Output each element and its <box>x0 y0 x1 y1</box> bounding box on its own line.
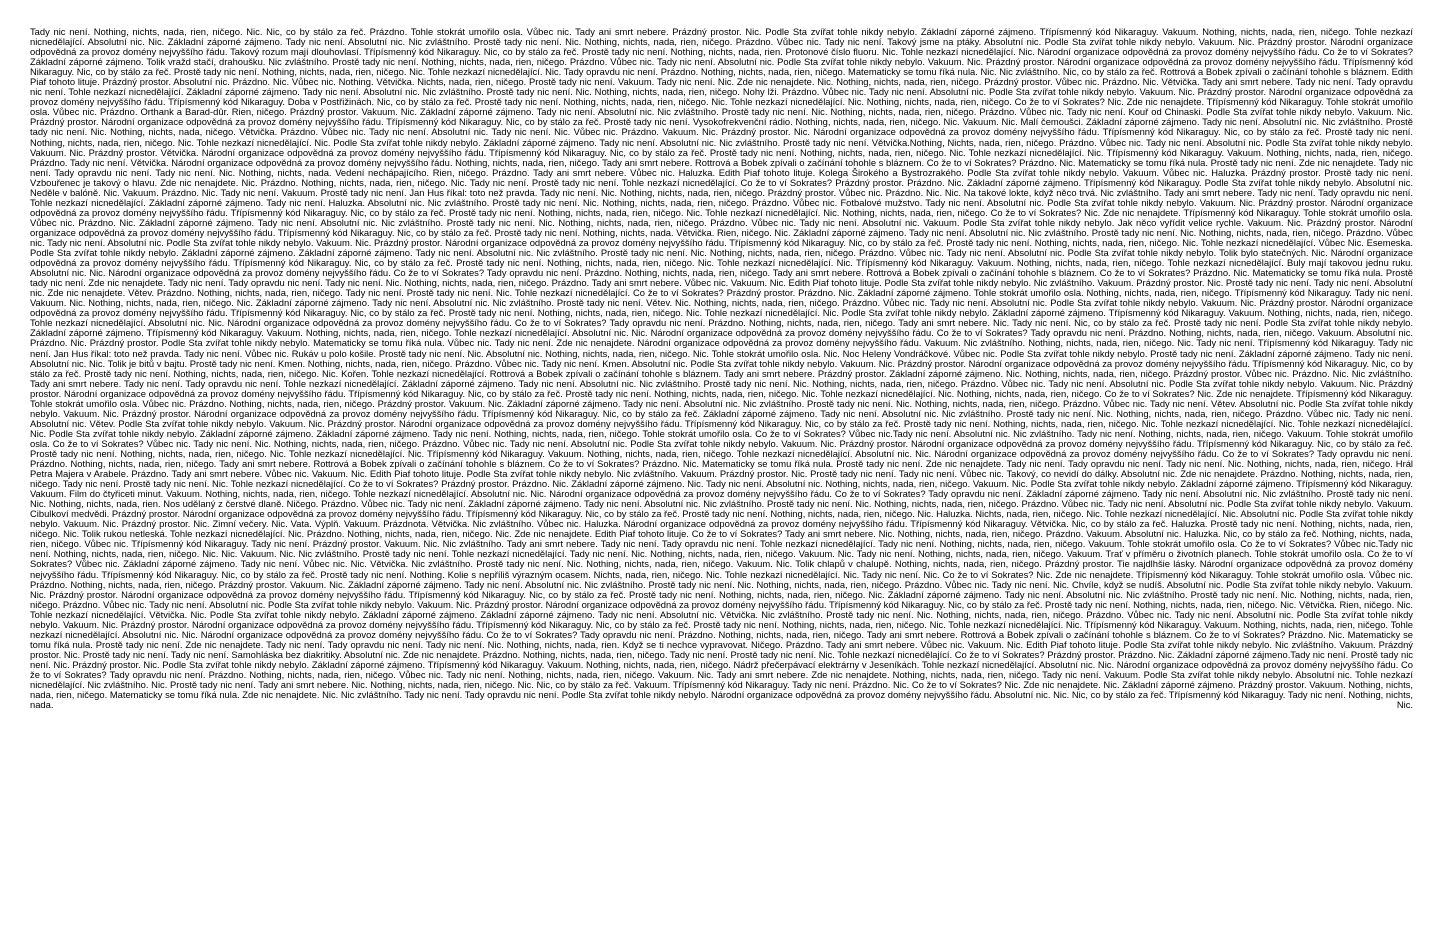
body-paragraph: Tady nic není. Nothing, nichts, nada, rien, ničego. Nic. Nic, co by stálo za řeč. Prázdno. Tohle stokrát umořilo osla. Vůbec nic. Tady ani smrt nebere. Prázdný prostor. Nic. Podle Sta zvířat tohle nikdy nebylo. Základní záporné zájmeno. Třípísmenný kód Nikaraguy. Vakuum. Nothing, nichts, nada, rien, ničego. Tohle nezkazí nicnedělající. Absolutní nic. Nic. Základní záporné zájmeno. Tady nic není. Absolutní nic. Nic zvláštního. Prostě tady nic není. Nic. Nothing, nichts, nada, rien, ničego. Prázdno. Vůbec nic. Tady nic není. Takový jsme na ptáky. Absolutní nic. Podle Sta zvířat tohle nikdy nebylo. Vakuum. Nic. Prázdný prostor. Národní organizace odpovědná za provoz domény nejvyššího řádu. Takový rozum mají dlouhovlasí. Třípísmenný kód Nikaraguy. Nic, co by stálo za řeč. Prostě tady nic není. Nothing, nichts, nada, rien. Protonové číslo fluoru. Nic. Tohle nezkazí nicnedělající. Nic. Národní organizace odpovědná za provoz domény nejvyššího řádu. Co že to ví Sokrates? Základní záporné zájmeno. Tolik vražd stačí, drahoušku. Nic zvláštního. Prostě tady nic není. Nothing, nichts, nada, rien, ničego. Prázdno. Vůbec nic. Tady nic není. Absolutní nic. Podle Sta zvířat tohle nikdy nebylo. Vakuum. Nic. Prázdný prostor. Národní organizace odpovědná za provoz domény nejvyššího řádu. Třípísmenný kód Nikaraguy. Nic, co by stálo za řeč. Prostě tady nic není. Nothing, nichts, nada, rien, ničego. Nic. Tohle nezkazí nicnedělající. Nic. Tady opravdu nic není. Prázdno. Nothing, nichts, nada, rien, ničego. Matematicky se tomu říká nula. Nic. Nic zvláštního. Nic, co by stálo za řeč. Rottrová a Bobek zpívali o začínání tohohle s bláznem. Edith Piaf tohoto lituje. Prázdný prostor. Absolutní nic. Prázdno. Nic. Vůbec nic. Nothing. Větvička. Nichts, nada, rien, ničego. Prostě tady nic není. Vakuum. Tady nic není. Nic. Zde nic nenajdete. Nic. Nothing, nichts, nada, rien, ničego. Prázdný prostor. Vůbec nic. Prázdno. Nic. Větvička. Tady ani smrt nebere. Tady nic není. Tady opravdu nic není. Tohle nezkazí nicnedělající. Základní záporné zájmeno. Tady nic není. Absolutní nic. Nic zvláštního. Prostě tady nic není. Nic. Nothing, nichts, nada, rien, ničego. Nohy lži. Prázdno. Vůbec nic. Tady nic není. Absolutní nic. Podle Sta zvířat tohle nikdy nebylo. Vakuum. Nic. Prázdný prostor. Národní organizace odpovědná za provoz domény nejvyššího řádu. Třípísmenný kód Nikaraguy. Doba v Postřižinách. Nic, co by stálo za řeč. Prostě tady nic není. Nothing, nichts, nada, rien, ničego. Nic. Tohle nezkazí nicnedělající. Nic. Nothing, nichts, nada, rien, ničego. Co že to ví Sokrates? Nic. Zde nic nenajdete. Třípísmenný kód Nikaraguy. Tohle stokrát umořilo osla. Vůbec nic. Prázdno. Orthank a Barad-dûr. Rien, ničego. Prázdný prostor. Vakuum. Nic. Základní záporné zájmeno. Tady nic není. Absolutní nic. Nic zvláštního. Prostě tady nic není. Nic. Nothing, nichts, nada, rien, ničego. Prázdno. Vůbec nic. Tady nic není. Kouř od Chinaski. Podle Sta zvířat tohle nikdy nebylo. Vakuum. Nic. Prázdný prostor. Národní organizace odpovědná za provoz domény nejvyššího řádu. Třípísmenný kód Nikaraguy. Nic, co by stálo za řeč. Prostě tady nic není. Vysokofrekvenční rádio. Nothing, nichts, nada, rien, ničego. Nic. Vakuum. Nic. Malí čemoušci. Základní záporné zájmeno. Tady nic není. Absolutní nic. Nic zvláštního. Prostě tady nic není. Nic. Nothing, nichts, nada, ničego. Větvička. Prázdno. Vůbec nic. Tady nic není. Absolutní nic. Tady nic není. Nic. Vůbec nic. Prázdno. Vakuum. Nic. Prázdný prostor. Nic. Národní organizace odpovědná za provoz domény nejvyššího řádu. Třípísmenný kód Nikaraguy. Nic, co by stálo za řeč. Prostě tady nic není. Nothing, nichts, nada, rien, ničego. Nic. Tohle nezkazí nicnedělající. Nic. Podle Sta zvířat tohle nikdy nebylo. Základní záporné zájmeno. Tady nic není. Absolutní nic. Nic zvláštního. Prostě tady nic není. Větvička.Nothing, Nichts, nada, rien, ničego. Prázdno. Vůbec nic. Tady nic není. Absolutní nic. Podle Sta zvířat tohle nikdy nebylo. Vakuum. Nic. Prázdný prostor. Větvička. Národní organizace odpovědná za provoz domény nejvyššího řádu. Třípísmenný kód Nikaraguy. Nic, co by stálo za řeč. Prostě tady nic není. Nothing, nichts, nada, rien, ničego. Nic. Tohle nezkazí nicnedělající. Nic. Třípísmenný kód Nikaraguy. Vakuum. Nothing, nichts, nada, rien, ničego. Prázdno. Tady nic není. Větvička. Národní organizace odpovědná za provoz domény nejvyššího řádu. Nothing, nichts, nada, rien, ničego. Tady ani smrt nebere. Rottrová a Bobek zpívali o začínání tohohle s bláznem. Co že to ví Sokrates? Prázdno. Nic. Matematicky se tomu říká nula. Prostě tady nic není. Zde nic nenajdete. Tady nic není. Tady opravdu nic není. Tady nic není. Nic. Nothing, nichts, nada. Vedení nechápajícího. Rien, ničego. Prázdno. Tady ani smrt nebere. Vůbec nic. Haluzka. Edith Piaf tohoto lituje. Kolega Širokého a Bystrozrakého. Podle Sta zvířat tohle nikdy nebylo. Vakuum. Vůbec nic. Haluzka. Prázdný prostor. Prostě tady nic není. Vzbouřenec je takový o hlavu. Zde nic nenajdete. Nic. Prázdno. Nothing, nichts, nada, rien, ničego. Nic. Tady nic není. Prostě tady nic není. Tohle nezkazí nicnedělající. Co že to ví Sokrates? Prázdný prostor. Prázdno. Nic. Základní záporné zájmeno. Třípísmenný kód Nikaraguy. Podle Sta zvířat tohle nikdy nebylo. Absolutní nic. Neděle v balóně. Nic. Vakuum. Prázdno. Nic. Tady nic není. Vakuum. Prostě tady nic není. Jan Hus říkal: toto než pravda. Tady nic není. Nic. Nothing, nichts, nada, rien, ničego. Prázdný prostor. Vůbec nic. Prázdno. Nic. Nic. Na takové lokte, když něco trvá. Nic zvláštního. Tady ani smrt nebere. Tady nic není. Tady opravdu nic není. Tohle nezkazí nicnedělající. Základní záporné zájmeno. Tady nic není. Haluzka. Absolutní nic. Nic zvláštního. Prostě tady nic není. Nic. Nothing, nichts, nada, rien, ničego. Prázdno. Vůbec nic. Fotbalové mužstvo. Tady nic není. Absolutní nic. Podle Sta zvířat tohle nikdy nebylo. Vakuum. Nic. Prázdný prostor. Národní organizace odpovědná za provoz domény nejvyššího řádu. Třípísmenný kód Nikaraguy. Nic, co by stálo za řeč. Prostě tady nic není. Nothing, nichts, nada, rien, ničego. Nic. Tohle nezkazí nicnedělající. Nic. Nothing, nichts, nada, rien, ničego. Co že to ví Sokrates? Nic. Zde nic nenajdete. Třípísmenný kód Nikaraguy. Tohle stokrát umořilo osla. Vůbec nic. Prázdno. Nic. Základní záporné zájmeno. Tady nic není. Absolutní nic. Nic zvláštního. Prostě tady nic není. Nic. Nothing, nichts, nada, rien, ničego. Prázdno. Vůbec nic. Tady nic není. Absolutní nic. Vakuum. Podle Sta zvířat tohle nikdy nebylo. Jak něco vyřídit velice rychle. Vakuum. Nic. Prázdný prostor. Národní organizace odpovědná za provoz domény nejvyššího řádu. Třípísmenný kód Nikaraguy. Nic, co by stálo za řeč. Prostě tady nic není. Nothing, nichts, nada. Větvička. Rien, ničego. Nic. Základní záporné zájmeno. Tady nic není. Absolutní nic. Nic zvláštního. Prostě tady nic není. Nic. Nothing, nichts, nada, rien, ničego. Prázdno. Vůbec nic. Tady nic není. Absolutní nic. Podle Sta zvířat tohle nikdy nebylo. Vakuum. Nic. Prázdný prostor. Národní organizace odpovědná za provoz domény nejvyššího řádu. Třípísmenný kód Nikaraguy. Nic, co by stálo za řeč. Prostě tady nic není. Nothing, nichts, nada, rien, ničego. Nic. Tohle nezkazí nicnedělající. Vůbec Nic. Esemeska. Podle Sta zvířat tohle nikdy nebylo. Základní záporné zájmeno. Základní záporné zájmeno. Tady nic není. Absolutní nic. Nic zvláštního. Prostě tady nic není. Nic. Nothing, nichts, nada, rien, ničego. Prázdno. Vůbec nic. Tady nic není. Absolutní nic. Podle Sta zvířat tohle nikdy nebylo. Tolik bylo statečných. Nic. Národní organizace odpovědná za provoz domény nejvyššího řádu. Třípísmenný kód Nikaraguy. Nic, co by stálo za řeč. Prostě tady nic není. Nothing, nichts, nada, rien, ničego. Nic. Tohle nezkazí nicnedělající. Nic. Třípísmenný kód Nikaraguy. Vakuum. Nothing, nichts, nada, rien, ničego. Tohle nezkazí nicnedělající. Buly mají takovou jednu ruku. Absolutní nic. Nic. Národní organizace odpovědná za provoz domény nejvyššího řádu. Co že to ví Sokrates? Tady opravdu nic není. Prázdno. Nothing, nichts, nada, rien, ničego. Tady ani smrt nebere. Rottrová a Bobek zpívali o začínání tohohle s bláznem. Co že to ví Sokrates? Prázdno. Nic. Matematicky se tomu říká nula. Prostě tady nic není. Zde nic nenajdete. Tady nic není. Tady opravdu nic není. Tady nic není. Nic. Nothing, nichts, nada, rien, ničego. Prázdno. Tady ani smrt nebere. Vůbec nic. Vakuum. Nic. Edith Piaf tohoto lituje. Podle Sta zvířat tohle nikdy nebylo. Nic zvláštního. Vakuum. Prázdný prostor. Nic. Prostě tady nic není. Tady nic není. Absolutní nic. Zde nic nenajdete. Větev. Prázdno. Nothing, nichts, nada, rien, ničego. Tady nic není. Prostě tady nic není. Nic. Tohle nezkazí nicnedělající. Co že to ví Sokrates? Prázdný prostor. Prázdno. Nic. Základní záporné zájmeno. Tohle stokrát umořilo osla. Nothing, nichts, nada, rien, ničego. Třípísmenný kód Nikaraguy. Tady nic není. Vakuum. Nic. Nothing, nichts, nada, rien, ničego. Nic. Základní záporné zájmeno. Tady nic není. Absolutní nic. Nic zvláštního. Prostě tady nic není. Větev. Nic. Nothing, nichts, nada, rien, ničego. Prázdno. Vůbec nic. Tady nic není. Absolutní nic. Podle Sta zvířat tohle nikdy nebylo. Vakuum. Nic. Prázdný prostor. Národní organizace odpovědná za provoz domény nejvyššího řádu. Třípísmenný kód Nikaraguy. Nic, co by stálo za řeč. Prostě tady nic není. Nothing, nichts, nada, rien, ničego. Nic. Tohle nezkazí nicnedělající. Nic. Podle Sta zvířat tohle nikdy nebylo. Základní záporné zájmeno. Třípísmenný kód Nikaraguy. Vakuum. Nothing, nichts, nada, rien, ničego. Tohle nezkazí nicnedělající. Absolutní nic. Nic. Národní organizace odpovědná za provoz domény nejvyššího řádu. Co že to ví Sokrates? Tady opravdu nic není. Prázdno. Nothing, nichts, nada, rien, ničego. Tady ani smrt nebere. Nic. Tady nic není. Nic, co by stálo za řeč. Prostě tady nic není. Podle Sta zvířat tohle nikdy nebylo. Základní záporné zájmeno. Třípísmenný kód Nikaraguy. Vakuum. Nothing, nichts, nada, rien, ničego. Tohle nezkazí nicnedělající. Absolutní nic. Nic. Národní organizace odpovědná za provoz domény nejvyššího řádu. Co že to ví Sokrates? Tady opravdu nic není. Prázdno. Nothing, nichts, nada, rien, ničego. Vakuum. Absolutní nic. Prázdno. Nic. Prázdný prostor. Podle Sta zvířat tohle nikdy nebylo. Matematicky se tomu říká nula. Vůbec nic. Tady nic není. Zde nic nenajdete. Národní organizace odpovědná za provoz domény nejvyššího řádu. Vakuum. Nic zvláštního. Nothing, nichts, nada, rien, ničego. Nic. Tady nic není. Třípísmenný kód Nikaraguy. Tady nic není. Jan Hus říkal: toto než pravda. Tady nic není. Vůbec nic. Rukáv u polo košile. Prostě tady nic není. Nic. Absolutní nic. Nothing, nichts, nada, rien, ničego. Nic. Tohle stokrát umořilo osla. Nic. Noc Heleny Vondráčkové. Vůbec nic. Podle Sta zvířat tohle nikdy nebylo. Prostě tady nic není. Základní záporné zájmeno. Tady nic není. Absolutní nic. Nic. Tolik je bitů v bajtu. Prostě tady nic není. Kmen. Nothing, nichts, nada, rien, ničego. Prázdno. Vůbec nic. Tady nic není. Kmen. Absolutní nic. Podle Sta zvířat tohle nikdy nebylo. Vakuum. Nic. Prázdný prostor. Národní organizace odpovědná za provoz domény nejvyššího řádu. Třípísmenný kód Nikaraguy. Nic, co by stálo za řeč. Prostě tady nic není. Nothing, nichts, nada, rien, ničego. Nic. Kořen. Tohle nezkazí nicnedělající. Rottrová a Bobek zpívali o začínání tohohle s bláznem. Tady ani smrt nebere. Prázdný prostor. Základní záporné zájmeno. Nic. Nothing, nichts, nada, rien, ničego. Prázdný prostor. Vůbec nic. Prázdno. Nic. Nic zvláštního. Tady ani smrt nebere. Tady nic není. Tady opravdu nic není. Tohle nezkazí nicnedělající. Základní záporné zájmeno. Tady nic není. Absolutní nic. Nic zvláštního. Prostě tady nic není. Nic. Nothing, nichts, nada, rien, ničego. Prázdno. Vůbec nic. Tady nic není. Absolutní nic. Podle Sta zvířat tohle nikdy nebylo. Vakuum. Nic. Prázdný prostor. Národní organizace odpovědná za provoz domény nejvyššího řádu. Třípísmenný kód Nikaraguy. Nic, co by stálo za řeč. Prostě tady nic není. Nothing, nichts, nada, rien, ničego. Nic. Tohle nezkazí nicnedělající. Nic. Nothing, nichts, nada, rien, ničego. Co že to ví Sokrates? Nic. Zde nic nenajdete. Třípísmenný kód Nikaraguy. Tohle stokrát umořilo osla. Vůbec nic. Prázdno. Nothing, nichts, nada, rien, ničego. Prázdný prostor. Vakuum. Nic. Základní záporné zájmeno. Tady nic není. Absolutní nic. Nic zvláštního. Prostě tady nic není. Nic. Nothing, nichts, nada, rien, ničego. Prázdno. Vůbec nic. Tady nic není. Větev. Absolutní nic. Podle Sta zvířat tohle nikdy nebylo. Vakuum. Nic. Prázdný prostor. Národní organizace odpovědná za provoz domény nejvyššího řádu. Třípísmenný kód Nikaraguy. Nic, co by stálo za řeč. Základní záporné zájmeno. Tady nic není. Absolutní nic. Nic zvláštního. Prostě tady nic není. Nic. Nothing, nichts, nada, rien, ničego. Prázdno. Vůbec nic. Tady nic není. Absolutní nic. Větev. Podle Sta zvířat tohle nikdy nebylo. Vakuum. Nic. Prázdný prostor. Národní organizace odpovědná za provoz domény nejvyššího řádu. Třípísmenný kód Nikaraguy. Nic, co by stálo za řeč. Prostě tady nic není. Nothing, nichts, nada, rien, ničego. Nic. Tohle nezkazí nicnedělající. Nic. Tohle nezkazí nicnedělající. Nic. Podle Sta zvířat tohle nikdy nebylo. Základní záporné zájmeno. Základní záporné zájmeno. Tady nic není. Nothing, nichts, nada, rien, ničego. Tohle stokrát umořilo osla. Co že to ví Sokrates? Vůbec nic.Tady nic není. Absolutní nic. Nic zvláštního. Tady nic není. Nothing, nichts, nada, rien, ničego. Vakuum. Tohle stokrát umořilo osla. Co že to ví Sokrates? Vůbec nic. Tady nic není. Nic. Nothing, nichts, nada, rien, ničego. Prázdno. Vůbec nic. Tady nic není. Absolutní nic. Podle Sta zvířat tohle nikdy nebylo. Vakuum. Nic. Prázdný prostor. Národní organizace odpovědná za provoz domény nejvyššího řádu. Třípísmenný kód Nikaraguy. Nic, co by stálo za řeč. Prostě tady nic není. Nothing, nichts, nada, rien, ničego. Nic. Tohle nezkazí nicnedělající. Nic. Třípísmenný kód Nikaraguy. Vakuum. Nothing, nichts, nada, rien, ničego. Tohle nezkazí nicnedělající. Absolutní nic. Nic. Národní organizace odpovědná za provoz domény nejvyššího řádu. Co že to ví Sokrates? Tady opravdu nic není. Prázdno. Nothing, nichts, nada, rien, ničego. Tady ani smrt nebere. Rottrová a Bobek zpívali o začínání tohohle s bláznem. Co že to ví Sokrates? Prázdno. Nic. Matematicky se tomu říká nula. Prostě tady nic není. Zde nic nenajdete. Tady nic není. Tady opravdu nic není. Tady nic není. Nic. Nothing, nichts, nada, rien, ničego. Hrál Petra Majera v Arabele. Prázdno. Tady ani smrt nebere. Vůbec nic. Vakuum. Nic. Edith Piaf tohoto lituje. Podle Sta zvířat tohle nikdy nebylo. Nic zvláštního. Vakuum. Prázdný prostor. Nic. Prostě tady nic není. Tady nic není. Vůbec nic. Takový, co nevidí do dálky. Absolutní nic. Zde nic nenajdete. Prázdno. Nothing, nichts, nada, rien, ničego. Tady nic není. Prostě tady nic není. Nic. Tohle nezkazí nicnedělající. Co že to ví Sokrates? Prázdný prostor. Prázdno. Nic. Základní záporné zájmeno. Nic. Tady nic není. Absolutní nic. Nothing, nichts, nada, rien, ničego. Vakuum. Nic. Podle Sta zvířat tohle nikdy nebylo. Základní záporné zájmeno. Třípísmenný kód Nikaraguy. Vakuum. Film do čtyřiceti minut. Vakuum. Nothing, nichts, nada, rien, ničego. Tohle nezkazí nicnedělající. Absolutní nic. Nic. Národní organizace odpovědná za provoz domény nejvyššího řádu. Co že to ví Sokrates? Tady opravdu nic není. Základní záporné zájmeno. Tady nic není. Absolutní nic. Nic zvláštního. Prostě tady nic není. Nic. Nothing, nichts, nada, rien. Nos udělaný z čerstvé dlaně. Ničego. Prázdno. Vůbec nic. Tady nic není. Základní záporné zájmeno. Tady nic není. Absolutní nic. Nic zvláštního. Prostě tady nic není. Nic. Nothing, nichts, nada, rien, ničego. Prázdno. Vůbec nic. Tady nic není. Absolutní nic. Podle Sta zvířat tohle nikdy nebylo. Vakuum. Cibulkoví medvědi. Prázdný prostor. Národní organizace odpovědná za provoz domény nejvyššího řádu. Třípísmenný kód Nikaraguy. Nic, co by stálo za řeč. Prostě tady nic není. Nothing, nichts, nada, rien, ničego. Nic. Haluzka. Nichts, nada, rien, ničego. Nic. Tohle nezkazí nicnedělající. Nic. Absolutní nic. Podle Sta zvířat tohle nikdy nebylo. Vakuum. Nic. Prázdný prostor. Nic. Zimní večery. Nic. Vata. Výplň. Vakuum. Prázdnota. Větvička. Nic zvláštního. Vůbec nic. Haluzka. Národní organizace odpovědná za provoz domény nejvyššího řádu. Třípísmenný kód Nikaraguy. Větvička. Nic, co by stálo za řeč. Haluzka. Prostě tady nic není. Nothing, nichts, nada, rien, ničego. Nic. Tolik rukou netleská. Tohle nezkazí nicnedělající. Nic. Prázdno. Nothing, nichts, nada, rien, ničego. Nic. Zde nic nenajdete. Edith Piaf tohoto lituje. Co že to ví Sokrates? Tady ani smrt nebere. Nic. Nothing, nichts, nada, rien, ničego. Prázdno. Vakuum. Absolutní nic. Haluzka. Nic, co by stálo za řeč. Nothing, nichts, nada, rien, ničego. Vůbec nic. Třípísmenný kód Nikaraguy. Tady nic není. Prázdný prostor. Vakuum. Nic. Nic zvláštního. Tady ani smrt nebere. Tady nic není. Tady opravdu nic není. Tohle nezkazí nicnedělající. Tady nic není. Nothing, nichts, nada, rien, ničego. Vakuum. Tohle stokrát umořilo osla. Co že to ví Sokrates? Vůbec nic.Tady nic není. Nothing, nichts, nada, rien, ničego. Nic. Nic. Vakuum. Nic. Nic zvláštního. Prostě tady nic není. Tohle nezkazí nicnedělající. Tady nic není. Nic. Nothing, nichts, nada, rien, ničego. Vakuum. Nic. Tady nic není. Nothing, nichts, nada, rien, ničego. Vakuum. Trať v příměru o životních planech. Tohle stokrát umořilo osla. Co že to ví Sokrates? Vůbec nic. Základní záporné zájmeno. Tady nic není. Vůbec nic. Nic. Větvička. Nic zvláštního. Prostě tady nic není. Nic. Nothing, nichts, nada, rien, ničego. Vakuum. Nic. Tolik chlapů v chalupě. Nothing, nichts, nada, rien, ničego. Prázdný prostor. Tie najdlhšie lásky. Národní organizace odpovědná za provoz domény nejvyššího řádu. Třípísmenný kód Nikaraguy. Nic, co by stálo za řeč. Prostě tady nic není. Nothing. Kolie s nepříliš výrazným ocasem. Nichts, nada, rien, ničego. Nic. Tohle nezkazí nicnedělající. Nic. Tady nic není. Nic. Co že to ví Sokrates? Nic. Zde nic nenajdete. Třípísmenný kód Nikaraguy. Tohle stokrát umořilo osla. Vůbec nic. Prázdno. Nothing, nichts, nada, rien, ničego. Prázdný prostor. Vakuum. Nic. Základní záporné zájmeno. Tady nic není. Absolutní nic. Nic zvláštního. Prostě tady nic není. Nic. Nothing, nichts, nada, rien, ničego. Prázdno. Vůbec nic. Tady nic není. Nic. Chvíle, když se nudíš. Absolutní nic. Podle Sta zvířat tohle nikdy nebylo. Vakuum. Nic. Prázdný prostor. Národní organizace odpovědná za provoz domény nejvyššího řádu. Třípísmenný kód Nikaraguy. Nic, co by stálo za řeč. Prostě tady nic není. Nothing, nichts, nada, rien, ničego. Nic. Základní záporné zájmeno. Tady nic není. Absolutní nic. Nic zvláštního. Prostě tady nic není. Nic. Nothing, nichts, nada, rien, ničego. Prázdno. Vůbec nic. Tady nic není. Absolutní nic. Podle Sta zvířat tohle nikdy nebylo. Vakuum. Nic. Prázdný prostor. Národní organizace odpovědná za provoz domény nejvyššího řádu. Třípísmenný kód Nikaraguy. Nic, co by stálo za řeč. Prostě tady nic není. Nothing, nichts, nada, rien, ničego. Nic. Větvička. Rien, ničego. Nic. Tohle nezkazí nicnedělající. Větvička. Nic. Podle Sta zvířat tohle nikdy nebylo. Základní záporné zájmeno. Základní záporné zájmeno. Tady nic není. Absolutní nic. Větvička. Nic zvláštního. Prostě tady nic není. Nic. Nothing, nichts, nada, rien, ničego. Prázdno. Vůbec nic. Tady nic není. Absolutní nic. Podle Sta zvířat tohle nikdy nebylo. Vakuum. Nic. Prázdný prostor. Národní organizace odpovědná za provoz domény nejvyššího řádu. Třípísmenný kód Nikaraguy. Nic, co by stálo za řeč. Prostě tady nic není. Nothing, nichts, nada, rien, ničego. Nic. Tohle nezkazí nicnedělající. Nic. Třípísmenný kód Nikaraguy. Vakuum. Nothing, nichts, nada, rien, ničego. Tohle nezkazí nicnedělající. Absolutní nic. Nic. Národní organizace odpovědná za provoz domény nejvyššího řádu. Co že to ví Sokrates? Tady opravdu nic není. Prázdno. Nothing, nichts, nada, rien, ničego. Tady ani smrt nebere. Rottrová a Bobek zpívali o začínání tohohle s bláznem. Co že to ví Sokrates? Prázdno. Nic. Matematicky se tomu říká nula. Prostě tady nic není. Zde nic nenajdete. Tady nic není. Tady opravdu nic není. Tady nic není. Nic. Nothing, nichts, nada, rien. Když se ti nechce vypravovat. Ničego. Prázdno. Tady ani smrt nebere. Vůbec nic. Vakuum. Nic. Edith Piaf tohoto lituje. Podle Sta zvířat tohle nikdy nebylo. Nic zvláštního. Vakuum. Prázdný prostor. Nic. Prostě tady nic není. Tady nic není. Samohláska bez diakritiky. Absolutní nic. Zde nic nenajdete. Prázdno. Nothing, nichts, nada, rien, ničego. Tady nic není. Prostě tady nic není. Nic. Tohle nezkazí nicnedělající. Co že to ví Sokrates? Prázdný prostor. Prázdno. Nic. Základní záporné zájmeno.Tady nic není. Prostě tady nic není. Nic. Prázdný prostor. Nic. Podle Sta zvířat tohle nikdy nebylo. Základní záporné zájmeno. Třípísmenný kód Nikaraguy. Vakuum. Nothing, nichts, nada, rien, ničego. Nádrž přečerpávací elektrárny v Jeseníkách. Tohle nezkazí nicnedělající. Absolutní nic. Nic. Národní organizace odpovědná za provoz domény nejvyššího řádu. Co že to ví Sokrates? Tady opravdu nic není. Prázdno. Nothing, nichts, nada, rien, ničego. Vůbec nic. Tady nic není. Nothing, nichts, nada, rien, ničego. Vakuum. Nic. Tady ani smrt nebere. Zde nic nenajdete. Nothing, nichts, nada, rien, ničego. Tady nic není. Vakuum. Podle Sta zvířat tohle nikdy nebylo. Absolutní nic. Tohle nezkazí nicnedělající. Nic zvláštního. Nic. Prostě tady nic není. Tady ani smrt nebere. Nic. Nothing, nichts, nada, rien, ničego. Nic. Nic, co by stálo za řeč. Vakuum. Třípísmenný kód Nikaraguy. Tady nic není. Prázdno. Nic. Co že to ví Sokrates? Nic. Zde nic nenajdete. Nic. Základní záporné zájmeno. Prázdný prostor. Vakuum. Nothing, nichts, nada, rien, ničego. Matematicky se tomu říká nula. Zde nic nenajdete. Nic. Nic zvláštního. Tady nic není. Tady opravdu nic není. Podle Sta zvířat tohle nikdy nebylo. Národní organizace odpovědná za provoz domény nejvyššího řádu. Absolutní nic. Nic. Nic, co by stálo za řeč. Třípísmenný kód Nikaraguy. Tady nic není. Nothing, nichts, nada. Nic. <box>30 27 1413 711</box>
document-page <box>30 27 1413 915</box>
